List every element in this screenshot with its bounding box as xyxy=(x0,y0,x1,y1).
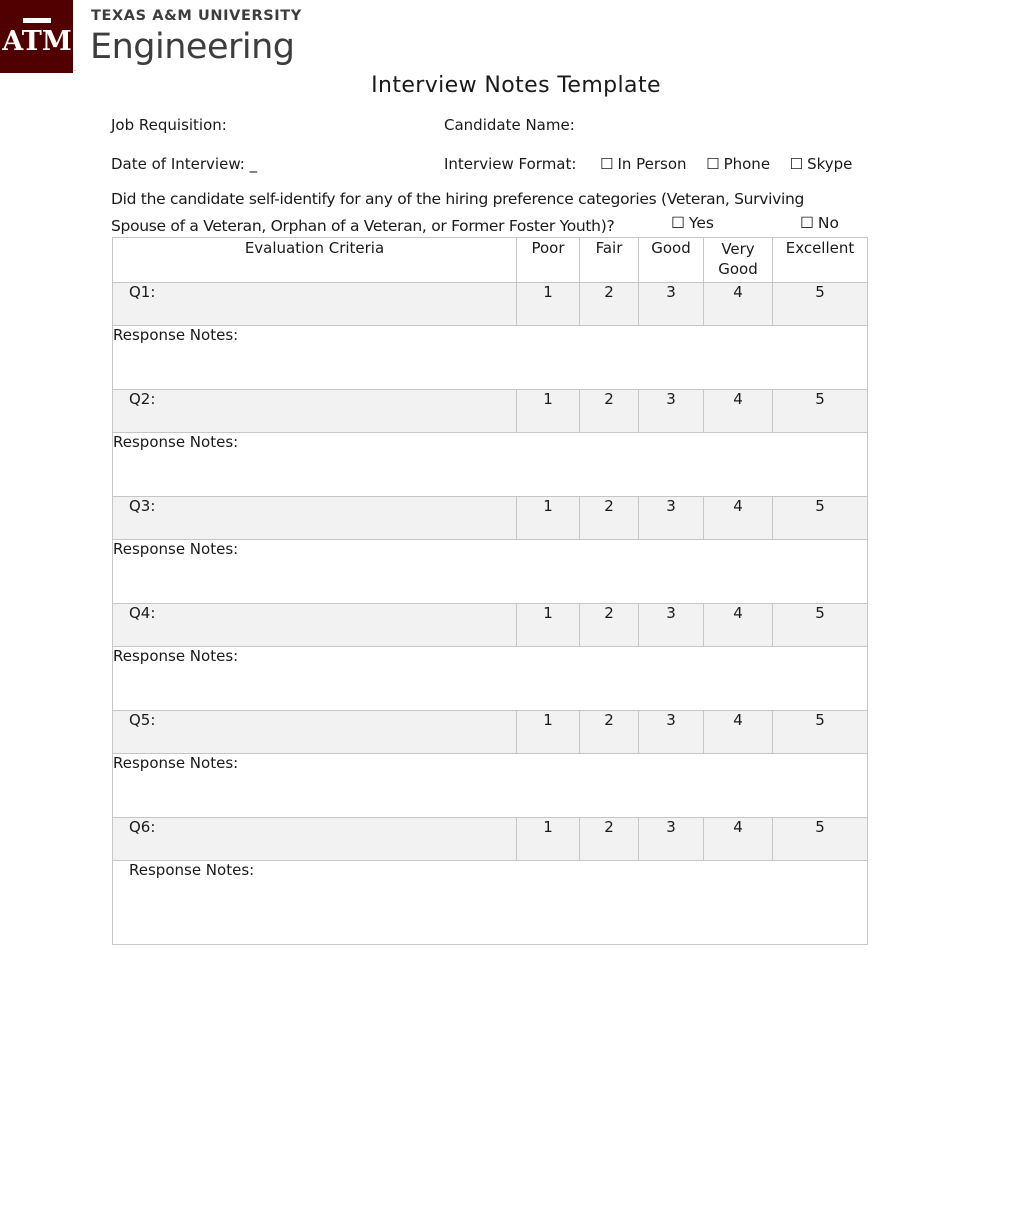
format-option-skype[interactable]: ☐ Skype xyxy=(789,155,853,173)
rating-fair[interactable]: 2 xyxy=(580,711,639,754)
response-notes-field[interactable]: Response Notes: xyxy=(113,326,868,390)
response-notes-field[interactable]: Response Notes: xyxy=(113,861,868,945)
rating-good[interactable]: 3 xyxy=(639,711,704,754)
question-label: Q5: xyxy=(113,711,517,754)
candidate-name-field[interactable]: Candidate Name: xyxy=(444,116,575,134)
question-row xyxy=(113,711,868,754)
rating-excellent[interactable]: 5 xyxy=(773,283,868,326)
date-of-interview-field[interactable]: Date of Interview: _ xyxy=(111,155,258,173)
interview-format-row xyxy=(444,155,852,173)
rating-fair[interactable]: 2 xyxy=(580,818,639,861)
question-label: Q3: xyxy=(113,497,517,540)
checkbox-icon: ☐ xyxy=(800,214,814,232)
rating-very-good[interactable]: 4 xyxy=(704,390,773,433)
rating-excellent[interactable]: 5 xyxy=(773,604,868,647)
rating-poor[interactable]: 1 xyxy=(517,497,580,540)
rating-very-good[interactable]: 4 xyxy=(704,497,773,540)
notes-row xyxy=(113,433,868,497)
rating-good[interactable]: 3 xyxy=(639,390,704,433)
rating-good[interactable]: 3 xyxy=(639,497,704,540)
rating-excellent[interactable]: 5 xyxy=(773,390,868,433)
question-label: Q1: xyxy=(113,283,517,326)
rating-excellent[interactable]: 5 xyxy=(773,711,868,754)
header-good: Good xyxy=(639,238,704,283)
atm-logo-icon xyxy=(1,9,72,65)
rating-excellent[interactable]: 5 xyxy=(773,497,868,540)
table-header-row xyxy=(113,238,868,283)
university-name: TEXAS A&M UNIVERSITY xyxy=(91,8,302,24)
interview-format-label: Interview Format: xyxy=(444,155,577,173)
question-label: Q4: xyxy=(113,604,517,647)
hiring-preference-question: Did the candidate self-identify for any of the hiring preference categories (Veteran, Surviving Spouse of a Veteran, Orphan of a Veteran, or Former Foster Youth)? xyxy=(111,190,805,235)
question-row xyxy=(113,283,868,326)
header-excellent: Excellent xyxy=(773,238,868,283)
checkbox-icon: ☐ xyxy=(706,155,720,173)
question-row xyxy=(113,604,868,647)
rating-poor[interactable]: 1 xyxy=(517,283,580,326)
rating-poor[interactable]: 1 xyxy=(517,818,580,861)
response-notes-field[interactable]: Response Notes: xyxy=(113,433,868,497)
question-row xyxy=(113,390,868,433)
rating-fair[interactable]: 2 xyxy=(580,390,639,433)
logo-text: ATM xyxy=(1,25,72,57)
rating-poor[interactable]: 1 xyxy=(517,604,580,647)
rating-very-good[interactable]: 4 xyxy=(704,283,773,326)
checkbox-icon: ☐ xyxy=(671,214,685,232)
question-label: Q2: xyxy=(113,390,517,433)
notes-row xyxy=(113,326,868,390)
rating-poor[interactable]: 1 xyxy=(517,390,580,433)
rating-poor[interactable]: 1 xyxy=(517,711,580,754)
no-option[interactable]: ☐ No xyxy=(800,214,839,232)
response-notes-field[interactable]: Response Notes: xyxy=(113,647,868,711)
header-evaluation-criteria: Evaluation Criteria xyxy=(113,238,517,283)
department-name: Engineering xyxy=(90,27,295,67)
job-requisition-field[interactable]: Job Requisition: xyxy=(111,116,227,134)
evaluation-table xyxy=(112,237,868,945)
notes-row xyxy=(113,861,868,945)
rating-good[interactable]: 3 xyxy=(639,818,704,861)
rating-good[interactable]: 3 xyxy=(639,604,704,647)
rating-good[interactable]: 3 xyxy=(639,283,704,326)
question-row xyxy=(113,818,868,861)
header-poor: Poor xyxy=(517,238,580,283)
rating-fair[interactable]: 2 xyxy=(580,604,639,647)
university-logo xyxy=(0,0,73,73)
rating-excellent[interactable]: 5 xyxy=(773,818,868,861)
rating-fair[interactable]: 2 xyxy=(580,283,639,326)
format-option-in-person[interactable]: ☐ In Person xyxy=(600,155,687,173)
checkbox-icon: ☐ xyxy=(600,155,614,173)
notes-row xyxy=(113,754,868,818)
question-row xyxy=(113,497,868,540)
notes-row xyxy=(113,647,868,711)
yes-option[interactable]: ☐ Yes xyxy=(671,214,714,232)
rating-very-good[interactable]: 4 xyxy=(704,604,773,647)
response-notes-field[interactable]: Response Notes: xyxy=(113,540,868,604)
question-label: Q6: xyxy=(113,818,517,861)
header-very-good: Very Good xyxy=(704,238,773,283)
rating-fair[interactable]: 2 xyxy=(580,497,639,540)
page-title: Interview Notes Template xyxy=(371,73,661,98)
rating-very-good[interactable]: 4 xyxy=(704,711,773,754)
rating-very-good[interactable]: 4 xyxy=(704,818,773,861)
format-option-phone[interactable]: ☐ Phone xyxy=(706,155,771,173)
checkbox-icon: ☐ xyxy=(789,155,804,173)
notes-row xyxy=(113,540,868,604)
logo-trademark: . xyxy=(74,66,76,73)
response-notes-field[interactable]: Response Notes: xyxy=(113,754,868,818)
header-fair: Fair xyxy=(580,238,639,283)
